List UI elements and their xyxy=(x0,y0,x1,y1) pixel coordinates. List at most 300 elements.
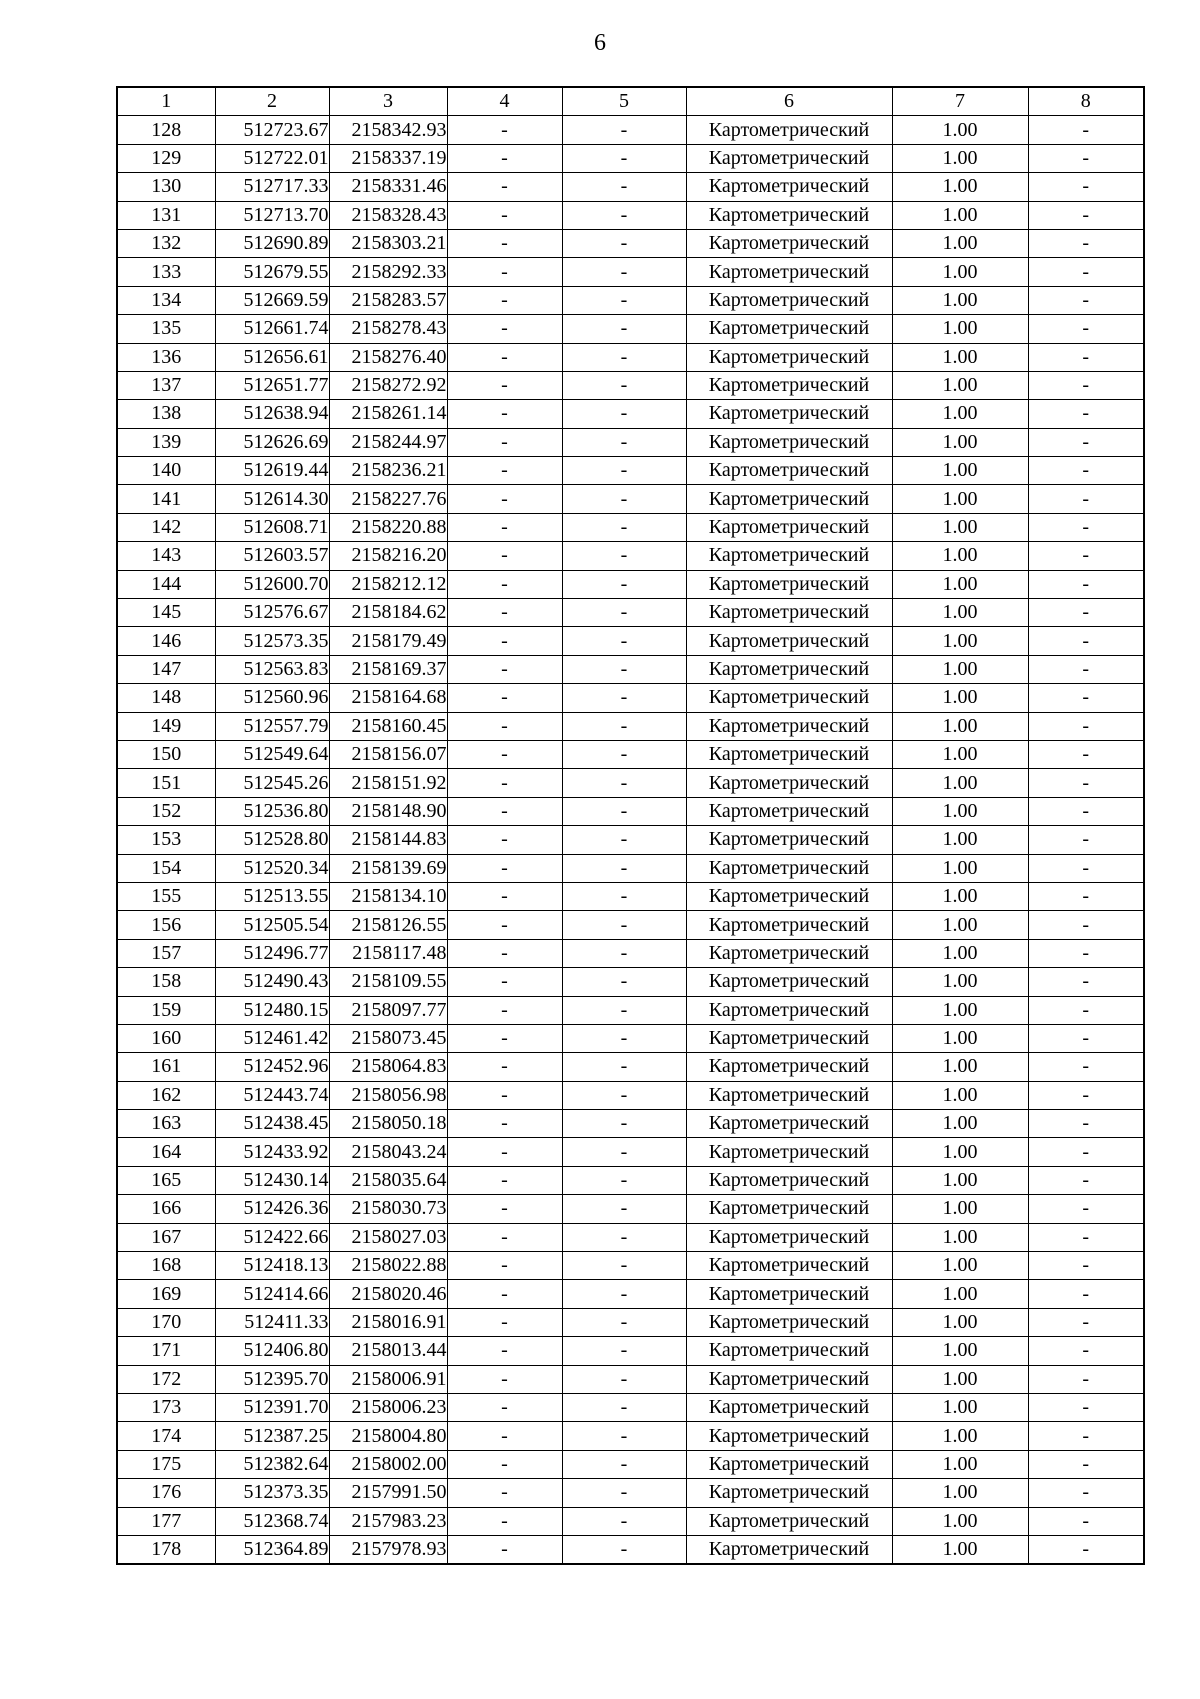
x-coordinate-cell: 512395.70 xyxy=(215,1365,329,1393)
y-coordinate-cell: 2158056.98 xyxy=(329,1081,447,1109)
column-5-cell: - xyxy=(562,144,686,172)
y-coordinate-cell: 2158244.97 xyxy=(329,428,447,456)
x-coordinate-cell: 512614.30 xyxy=(215,485,329,513)
point-number-cell: 137 xyxy=(117,371,215,399)
column-8-cell: - xyxy=(1028,1053,1144,1081)
column-8-cell: - xyxy=(1028,599,1144,627)
accuracy-cell: 1.00 xyxy=(892,882,1028,910)
column-header: 4 xyxy=(447,87,562,116)
column-5-cell: - xyxy=(562,1479,686,1507)
point-number-cell: 148 xyxy=(117,684,215,712)
method-cell: Картометрический xyxy=(686,343,892,371)
column-8-cell: - xyxy=(1028,1024,1144,1052)
y-coordinate-cell: 2157983.23 xyxy=(329,1507,447,1535)
y-coordinate-cell: 2158043.24 xyxy=(329,1138,447,1166)
column-5-cell: - xyxy=(562,258,686,286)
table-row xyxy=(117,201,1144,229)
table-row xyxy=(117,229,1144,257)
column-5-cell: - xyxy=(562,1393,686,1421)
y-coordinate-cell: 2158022.88 xyxy=(329,1252,447,1280)
y-coordinate-cell: 2158328.43 xyxy=(329,201,447,229)
column-5-cell: - xyxy=(562,769,686,797)
x-coordinate-cell: 512619.44 xyxy=(215,457,329,485)
x-coordinate-cell: 512549.64 xyxy=(215,740,329,768)
column-5-cell: - xyxy=(562,939,686,967)
y-coordinate-cell: 2158212.12 xyxy=(329,570,447,598)
table-row xyxy=(117,144,1144,172)
accuracy-cell: 1.00 xyxy=(892,1138,1028,1166)
column-4-cell: - xyxy=(447,116,562,144)
column-8-cell: - xyxy=(1028,826,1144,854)
table-row xyxy=(117,655,1144,683)
method-cell: Картометрический xyxy=(686,1479,892,1507)
column-8-cell: - xyxy=(1028,286,1144,314)
y-coordinate-cell: 2158134.10 xyxy=(329,882,447,910)
point-number-cell: 157 xyxy=(117,939,215,967)
x-coordinate-cell: 512505.54 xyxy=(215,911,329,939)
column-5-cell: - xyxy=(562,1223,686,1251)
point-number-cell: 152 xyxy=(117,797,215,825)
column-8-cell: - xyxy=(1028,939,1144,967)
y-coordinate-cell: 2158126.55 xyxy=(329,911,447,939)
column-4-cell: - xyxy=(447,1365,562,1393)
y-coordinate-cell: 2158156.07 xyxy=(329,740,447,768)
method-cell: Картометрический xyxy=(686,315,892,343)
method-cell: Картометрический xyxy=(686,854,892,882)
x-coordinate-cell: 512690.89 xyxy=(215,229,329,257)
column-5-cell: - xyxy=(562,513,686,541)
table-row xyxy=(117,570,1144,598)
point-number-cell: 141 xyxy=(117,485,215,513)
column-8-cell: - xyxy=(1028,144,1144,172)
column-8-cell: - xyxy=(1028,116,1144,144)
point-number-cell: 145 xyxy=(117,599,215,627)
column-4-cell: - xyxy=(447,1535,562,1564)
column-4-cell: - xyxy=(447,769,562,797)
y-coordinate-cell: 2158278.43 xyxy=(329,315,447,343)
point-number-cell: 142 xyxy=(117,513,215,541)
table-row xyxy=(117,315,1144,343)
x-coordinate-cell: 512669.59 xyxy=(215,286,329,314)
column-4-cell: - xyxy=(447,1308,562,1336)
column-5-cell: - xyxy=(562,996,686,1024)
column-4-cell: - xyxy=(447,1138,562,1166)
column-8-cell: - xyxy=(1028,1138,1144,1166)
accuracy-cell: 1.00 xyxy=(892,627,1028,655)
point-number-cell: 173 xyxy=(117,1393,215,1421)
column-5-cell: - xyxy=(562,627,686,655)
accuracy-cell: 1.00 xyxy=(892,1053,1028,1081)
method-cell: Картометрический xyxy=(686,1053,892,1081)
x-coordinate-cell: 512426.36 xyxy=(215,1195,329,1223)
column-4-cell: - xyxy=(447,740,562,768)
x-coordinate-cell: 512368.74 xyxy=(215,1507,329,1535)
column-4-cell: - xyxy=(447,854,562,882)
method-cell: Картометрический xyxy=(686,1393,892,1421)
x-coordinate-cell: 512461.42 xyxy=(215,1024,329,1052)
column-4-cell: - xyxy=(447,627,562,655)
table-row xyxy=(117,826,1144,854)
method-cell: Картометрический xyxy=(686,1450,892,1478)
column-5-cell: - xyxy=(562,457,686,485)
coordinates-table xyxy=(116,86,1145,1565)
y-coordinate-cell: 2158050.18 xyxy=(329,1110,447,1138)
accuracy-cell: 1.00 xyxy=(892,542,1028,570)
column-5-cell: - xyxy=(562,1252,686,1280)
point-number-cell: 165 xyxy=(117,1166,215,1194)
column-4-cell: - xyxy=(447,173,562,201)
point-number-cell: 135 xyxy=(117,315,215,343)
column-5-cell: - xyxy=(562,826,686,854)
column-8-cell: - xyxy=(1028,797,1144,825)
method-cell: Картометрический xyxy=(686,712,892,740)
y-coordinate-cell: 2158342.93 xyxy=(329,116,447,144)
accuracy-cell: 1.00 xyxy=(892,1195,1028,1223)
method-cell: Картометрический xyxy=(686,826,892,854)
column-5-cell: - xyxy=(562,1535,686,1564)
accuracy-cell: 1.00 xyxy=(892,968,1028,996)
column-5-cell: - xyxy=(562,1280,686,1308)
column-4-cell: - xyxy=(447,599,562,627)
column-8-cell: - xyxy=(1028,513,1144,541)
column-5-cell: - xyxy=(562,684,686,712)
table-row xyxy=(117,1365,1144,1393)
x-coordinate-cell: 512576.67 xyxy=(215,599,329,627)
table-row xyxy=(117,797,1144,825)
accuracy-cell: 1.00 xyxy=(892,1535,1028,1564)
column-8-cell: - xyxy=(1028,201,1144,229)
x-coordinate-cell: 512557.79 xyxy=(215,712,329,740)
y-coordinate-cell: 2158184.62 xyxy=(329,599,447,627)
column-5-cell: - xyxy=(562,1110,686,1138)
point-number-cell: 143 xyxy=(117,542,215,570)
column-4-cell: - xyxy=(447,939,562,967)
accuracy-cell: 1.00 xyxy=(892,428,1028,456)
method-cell: Картометрический xyxy=(686,684,892,712)
column-5-cell: - xyxy=(562,1507,686,1535)
column-8-cell: - xyxy=(1028,1166,1144,1194)
column-8-cell: - xyxy=(1028,457,1144,485)
accuracy-cell: 1.00 xyxy=(892,201,1028,229)
y-coordinate-cell: 2158164.68 xyxy=(329,684,447,712)
table-row xyxy=(117,968,1144,996)
column-5-cell: - xyxy=(562,1308,686,1336)
table-row xyxy=(117,286,1144,314)
column-5-cell: - xyxy=(562,428,686,456)
point-number-cell: 175 xyxy=(117,1450,215,1478)
method-cell: Картометрический xyxy=(686,1252,892,1280)
column-8-cell: - xyxy=(1028,769,1144,797)
table-row xyxy=(117,911,1144,939)
x-coordinate-cell: 512723.67 xyxy=(215,116,329,144)
x-coordinate-cell: 512496.77 xyxy=(215,939,329,967)
accuracy-cell: 1.00 xyxy=(892,1166,1028,1194)
point-number-cell: 170 xyxy=(117,1308,215,1336)
point-number-cell: 138 xyxy=(117,400,215,428)
column-4-cell: - xyxy=(447,229,562,257)
column-4-cell: - xyxy=(447,1166,562,1194)
column-5-cell: - xyxy=(562,315,686,343)
table-row xyxy=(117,1081,1144,1109)
column-5-cell: - xyxy=(562,1024,686,1052)
point-number-cell: 133 xyxy=(117,258,215,286)
column-4-cell: - xyxy=(447,1024,562,1052)
column-4-cell: - xyxy=(447,1337,562,1365)
accuracy-cell: 1.00 xyxy=(892,1337,1028,1365)
method-cell: Картометрический xyxy=(686,968,892,996)
point-number-cell: 166 xyxy=(117,1195,215,1223)
x-coordinate-cell: 512452.96 xyxy=(215,1053,329,1081)
method-cell: Картометрический xyxy=(686,485,892,513)
y-coordinate-cell: 2158236.21 xyxy=(329,457,447,485)
x-coordinate-cell: 512364.89 xyxy=(215,1535,329,1564)
accuracy-cell: 1.00 xyxy=(892,371,1028,399)
accuracy-cell: 1.00 xyxy=(892,116,1028,144)
x-coordinate-cell: 512608.71 xyxy=(215,513,329,541)
column-8-cell: - xyxy=(1028,996,1144,1024)
accuracy-cell: 1.00 xyxy=(892,258,1028,286)
column-5-cell: - xyxy=(562,1422,686,1450)
column-8-cell: - xyxy=(1028,1308,1144,1336)
table-row xyxy=(117,116,1144,144)
column-8-cell: - xyxy=(1028,1252,1144,1280)
column-4-cell: - xyxy=(447,542,562,570)
method-cell: Картометрический xyxy=(686,1024,892,1052)
accuracy-cell: 1.00 xyxy=(892,996,1028,1024)
method-cell: Картометрический xyxy=(686,229,892,257)
column-4-cell: - xyxy=(447,1280,562,1308)
method-cell: Картометрический xyxy=(686,911,892,939)
point-number-cell: 134 xyxy=(117,286,215,314)
method-cell: Картометрический xyxy=(686,627,892,655)
column-4-cell: - xyxy=(447,144,562,172)
table-row xyxy=(117,740,1144,768)
method-cell: Картометрический xyxy=(686,428,892,456)
x-coordinate-cell: 512656.61 xyxy=(215,343,329,371)
x-coordinate-cell: 512528.80 xyxy=(215,826,329,854)
column-4-cell: - xyxy=(447,485,562,513)
column-5-cell: - xyxy=(562,1053,686,1081)
y-coordinate-cell: 2158151.92 xyxy=(329,769,447,797)
method-cell: Картометрический xyxy=(686,769,892,797)
column-4-cell: - xyxy=(447,1422,562,1450)
x-coordinate-cell: 512600.70 xyxy=(215,570,329,598)
column-8-cell: - xyxy=(1028,570,1144,598)
table-row xyxy=(117,542,1144,570)
column-5-cell: - xyxy=(562,173,686,201)
column-8-cell: - xyxy=(1028,882,1144,910)
method-cell: Картометрический xyxy=(686,1110,892,1138)
accuracy-cell: 1.00 xyxy=(892,911,1028,939)
accuracy-cell: 1.00 xyxy=(892,144,1028,172)
accuracy-cell: 1.00 xyxy=(892,684,1028,712)
point-number-cell: 149 xyxy=(117,712,215,740)
point-number-cell: 162 xyxy=(117,1081,215,1109)
column-5-cell: - xyxy=(562,712,686,740)
column-5-cell: - xyxy=(562,1450,686,1478)
column-5-cell: - xyxy=(562,1081,686,1109)
x-coordinate-cell: 512661.74 xyxy=(215,315,329,343)
y-coordinate-cell: 2158016.91 xyxy=(329,1308,447,1336)
point-number-cell: 132 xyxy=(117,229,215,257)
method-cell: Картометрический xyxy=(686,996,892,1024)
column-4-cell: - xyxy=(447,826,562,854)
table-row xyxy=(117,939,1144,967)
y-coordinate-cell: 2158035.64 xyxy=(329,1166,447,1194)
accuracy-cell: 1.00 xyxy=(892,400,1028,428)
accuracy-cell: 1.00 xyxy=(892,1280,1028,1308)
accuracy-cell: 1.00 xyxy=(892,286,1028,314)
column-5-cell: - xyxy=(562,485,686,513)
method-cell: Картометрический xyxy=(686,1195,892,1223)
accuracy-cell: 1.00 xyxy=(892,769,1028,797)
column-5-cell: - xyxy=(562,1337,686,1365)
column-5-cell: - xyxy=(562,286,686,314)
point-number-cell: 150 xyxy=(117,740,215,768)
y-coordinate-cell: 2158006.23 xyxy=(329,1393,447,1421)
y-coordinate-cell: 2158117.48 xyxy=(329,939,447,967)
accuracy-cell: 1.00 xyxy=(892,457,1028,485)
point-number-cell: 129 xyxy=(117,144,215,172)
column-header: 2 xyxy=(215,87,329,116)
column-8-cell: - xyxy=(1028,1195,1144,1223)
method-cell: Картометрический xyxy=(686,740,892,768)
column-8-cell: - xyxy=(1028,655,1144,683)
table-body xyxy=(117,116,1144,1564)
point-number-cell: 151 xyxy=(117,769,215,797)
column-5-cell: - xyxy=(562,655,686,683)
column-4-cell: - xyxy=(447,201,562,229)
accuracy-cell: 1.00 xyxy=(892,599,1028,627)
x-coordinate-cell: 512713.70 xyxy=(215,201,329,229)
column-5-cell: - xyxy=(562,1365,686,1393)
column-4-cell: - xyxy=(447,371,562,399)
column-4-cell: - xyxy=(447,1081,562,1109)
column-4-cell: - xyxy=(447,1223,562,1251)
y-coordinate-cell: 2158073.45 xyxy=(329,1024,447,1052)
column-8-cell: - xyxy=(1028,1280,1144,1308)
table-row xyxy=(117,1280,1144,1308)
column-4-cell: - xyxy=(447,1195,562,1223)
y-coordinate-cell: 2158283.57 xyxy=(329,286,447,314)
point-number-cell: 139 xyxy=(117,428,215,456)
accuracy-cell: 1.00 xyxy=(892,513,1028,541)
table-row xyxy=(117,1422,1144,1450)
x-coordinate-cell: 512414.66 xyxy=(215,1280,329,1308)
method-cell: Картометрический xyxy=(686,1507,892,1535)
column-5-cell: - xyxy=(562,343,686,371)
table-row xyxy=(117,712,1144,740)
table-row xyxy=(117,1507,1144,1535)
y-coordinate-cell: 2158002.00 xyxy=(329,1450,447,1478)
column-8-cell: - xyxy=(1028,1081,1144,1109)
x-coordinate-cell: 512373.35 xyxy=(215,1479,329,1507)
accuracy-cell: 1.00 xyxy=(892,797,1028,825)
table-row xyxy=(117,485,1144,513)
table-row xyxy=(117,428,1144,456)
point-number-cell: 140 xyxy=(117,457,215,485)
column-8-cell: - xyxy=(1028,1223,1144,1251)
column-4-cell: - xyxy=(447,911,562,939)
y-coordinate-cell: 2158144.83 xyxy=(329,826,447,854)
point-number-cell: 167 xyxy=(117,1223,215,1251)
column-8-cell: - xyxy=(1028,371,1144,399)
column-4-cell: - xyxy=(447,968,562,996)
y-coordinate-cell: 2158013.44 xyxy=(329,1337,447,1365)
y-coordinate-cell: 2158027.03 xyxy=(329,1223,447,1251)
table-row xyxy=(117,1053,1144,1081)
method-cell: Картометрический xyxy=(686,797,892,825)
y-coordinate-cell: 2158020.46 xyxy=(329,1280,447,1308)
table-row xyxy=(117,1024,1144,1052)
accuracy-cell: 1.00 xyxy=(892,1393,1028,1421)
x-coordinate-cell: 512418.13 xyxy=(215,1252,329,1280)
method-cell: Картометрический xyxy=(686,882,892,910)
y-coordinate-cell: 2158139.69 xyxy=(329,854,447,882)
column-header: 1 xyxy=(117,87,215,116)
x-coordinate-cell: 512545.26 xyxy=(215,769,329,797)
x-coordinate-cell: 512387.25 xyxy=(215,1422,329,1450)
column-5-cell: - xyxy=(562,968,686,996)
column-5-cell: - xyxy=(562,1166,686,1194)
table-row xyxy=(117,599,1144,627)
column-5-cell: - xyxy=(562,882,686,910)
table-row xyxy=(117,1535,1144,1564)
accuracy-cell: 1.00 xyxy=(892,655,1028,683)
y-coordinate-cell: 2158179.49 xyxy=(329,627,447,655)
point-number-cell: 146 xyxy=(117,627,215,655)
table-row xyxy=(117,1223,1144,1251)
column-5-cell: - xyxy=(562,229,686,257)
column-8-cell: - xyxy=(1028,911,1144,939)
accuracy-cell: 1.00 xyxy=(892,826,1028,854)
column-8-cell: - xyxy=(1028,1450,1144,1478)
x-coordinate-cell: 512513.55 xyxy=(215,882,329,910)
table-header xyxy=(117,87,1144,116)
method-cell: Картометрический xyxy=(686,939,892,967)
column-4-cell: - xyxy=(447,343,562,371)
table-row xyxy=(117,457,1144,485)
x-coordinate-cell: 512563.83 xyxy=(215,655,329,683)
table-row xyxy=(117,996,1144,1024)
method-cell: Картометрический xyxy=(686,258,892,286)
x-coordinate-cell: 512722.01 xyxy=(215,144,329,172)
x-coordinate-cell: 512638.94 xyxy=(215,400,329,428)
x-coordinate-cell: 512717.33 xyxy=(215,173,329,201)
method-cell: Картометрический xyxy=(686,599,892,627)
table-row xyxy=(117,1450,1144,1478)
column-4-cell: - xyxy=(447,315,562,343)
accuracy-cell: 1.00 xyxy=(892,315,1028,343)
x-coordinate-cell: 512490.43 xyxy=(215,968,329,996)
column-4-cell: - xyxy=(447,570,562,598)
y-coordinate-cell: 2158148.90 xyxy=(329,797,447,825)
table-row xyxy=(117,854,1144,882)
point-number-cell: 130 xyxy=(117,173,215,201)
x-coordinate-cell: 512433.92 xyxy=(215,1138,329,1166)
y-coordinate-cell: 2158220.88 xyxy=(329,513,447,541)
accuracy-cell: 1.00 xyxy=(892,1081,1028,1109)
accuracy-cell: 1.00 xyxy=(892,1252,1028,1280)
x-coordinate-cell: 512626.69 xyxy=(215,428,329,456)
column-8-cell: - xyxy=(1028,1393,1144,1421)
point-number-cell: 176 xyxy=(117,1479,215,1507)
column-8-cell: - xyxy=(1028,1110,1144,1138)
point-number-cell: 147 xyxy=(117,655,215,683)
point-number-cell: 169 xyxy=(117,1280,215,1308)
method-cell: Картометрический xyxy=(686,1535,892,1564)
accuracy-cell: 1.00 xyxy=(892,1223,1028,1251)
